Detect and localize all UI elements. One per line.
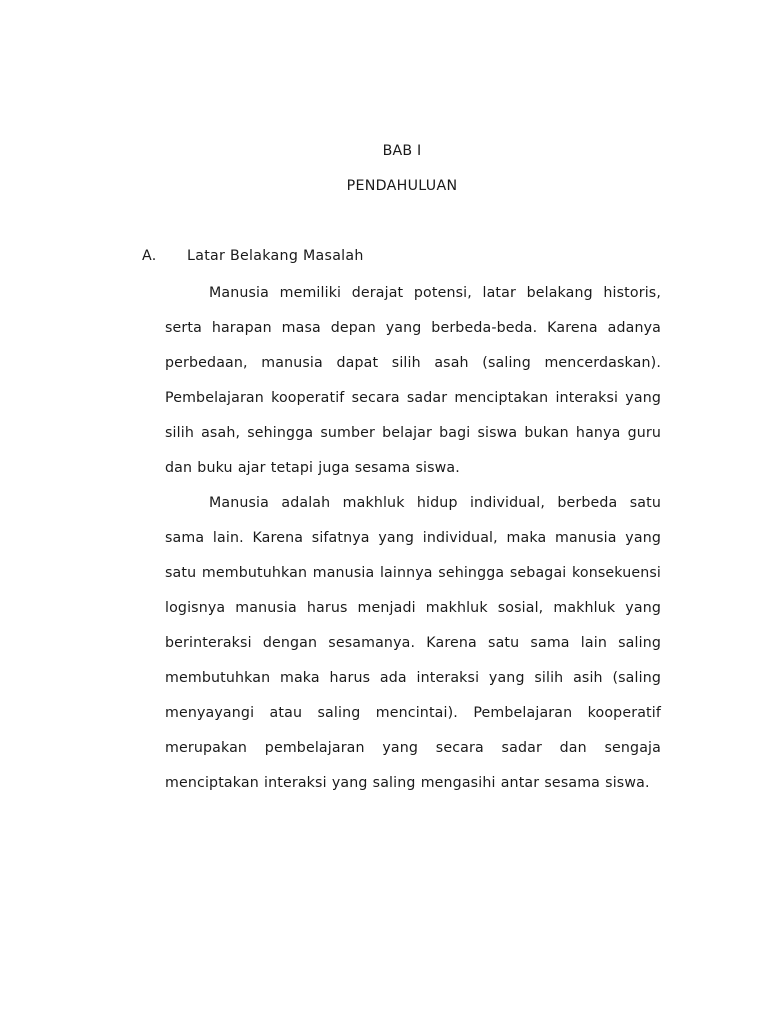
section-title: Latar Belakang Masalah [187, 248, 364, 264]
body-text [165, 276, 661, 801]
paragraph: Manusia memiliki derajat potensi, latar belakang historis, serta harapan masa depan yang berbeda-beda. Karena adanya perbedaan, manusia dapat silih asah (saling mencerdaskan). Pembelajaran kooperatif secara sadar menciptakan interaksi yang silih asah, sehingga sumber belajar bagi siswa bukan hanya guru dan buku ajar tetapi juga sesama siswa. [165, 285, 661, 476]
chapter-title: PENDAHULUAN [346, 178, 458, 194]
section-letter: A. [142, 248, 157, 264]
section-heading [142, 246, 364, 266]
chapter-number: BAB I [382, 143, 422, 159]
paragraph: Manusia adalah makhluk hidup individual, berbeda satu sama lain. Karena sifatnya yang individual, maka manusia yang satu membutuhkan manusia lainnya sehingga sebagai konsekuensi logisnya manusia harus menjadi makhluk sosial, makhluk yang berinteraksi dengan sesamanya. Karena satu sama lain saling membutuhkan maka harus ada interaksi yang silih asih (saling menyayangi atau saling mencintai). Pembelajaran kooperatif merupakan pembelajaran yang secara sadar dan sengaja menciptakan interaksi yang saling mengasihi antar sesama siswa. [165, 495, 661, 791]
